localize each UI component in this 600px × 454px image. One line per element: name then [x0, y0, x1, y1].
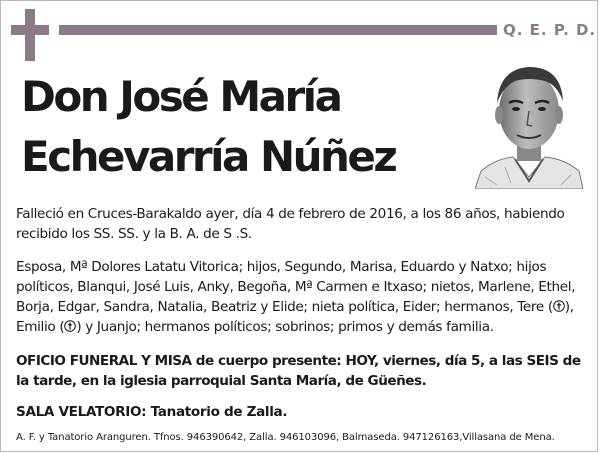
header-rule: [59, 25, 497, 35]
family-paragraph: Esposa, Mª Dolores Latatu Vitorica; hijos, Segundo, Marisa, Eduardo y Natxo; hijos políticos, Blanqui, José Luis, Anky, Begoña, Mª Carmen e Itxaso; nietos, Marlene, Ethel, Borja, Edgar, Sandra, Natalia, Beatriz y Elide; nieta política, Eider; hermanos, Tere ( ), Emilio ( ) y Juanjo; hermanos políticos; sobrinos; primos y demás familia.: [16, 259, 576, 335]
cross-icon: [11, 9, 49, 61]
deceased-portrait: [475, 59, 583, 189]
small-cross-icon: [64, 320, 76, 332]
wake-paragraph: SALA VELATORIO: Tanatorio de Zalla.: [16, 404, 288, 420]
deceased-name-line2: Echevarría Núñez: [21, 132, 396, 181]
qepd-label: Q. E. P. D.: [503, 21, 597, 39]
funeral-paragraph: OFICIO FUNERAL Y MISA de cuerpo presente: HOY, viernes, día 5, a las SEIS de la tarde, en la iglesia parroquial Santa María, de Güeñes.: [16, 353, 581, 389]
deceased-name-line1: Don José María: [21, 72, 341, 121]
death-notice-paragraph: Falleció en Cruces-Barakaldo ayer, día 4 de febrero de 2016, a los 86 años, habiendo recibido los SS. SS. y la B. A. de S .S.: [16, 206, 565, 242]
small-cross-icon: [553, 300, 565, 312]
funeral-home-footer: A. F. y Tanatorio Aranguren. Tfnos. 946390642, Zalla. 946103096, Balmaseda. 947126163,Villasana de Mena.: [16, 432, 555, 443]
